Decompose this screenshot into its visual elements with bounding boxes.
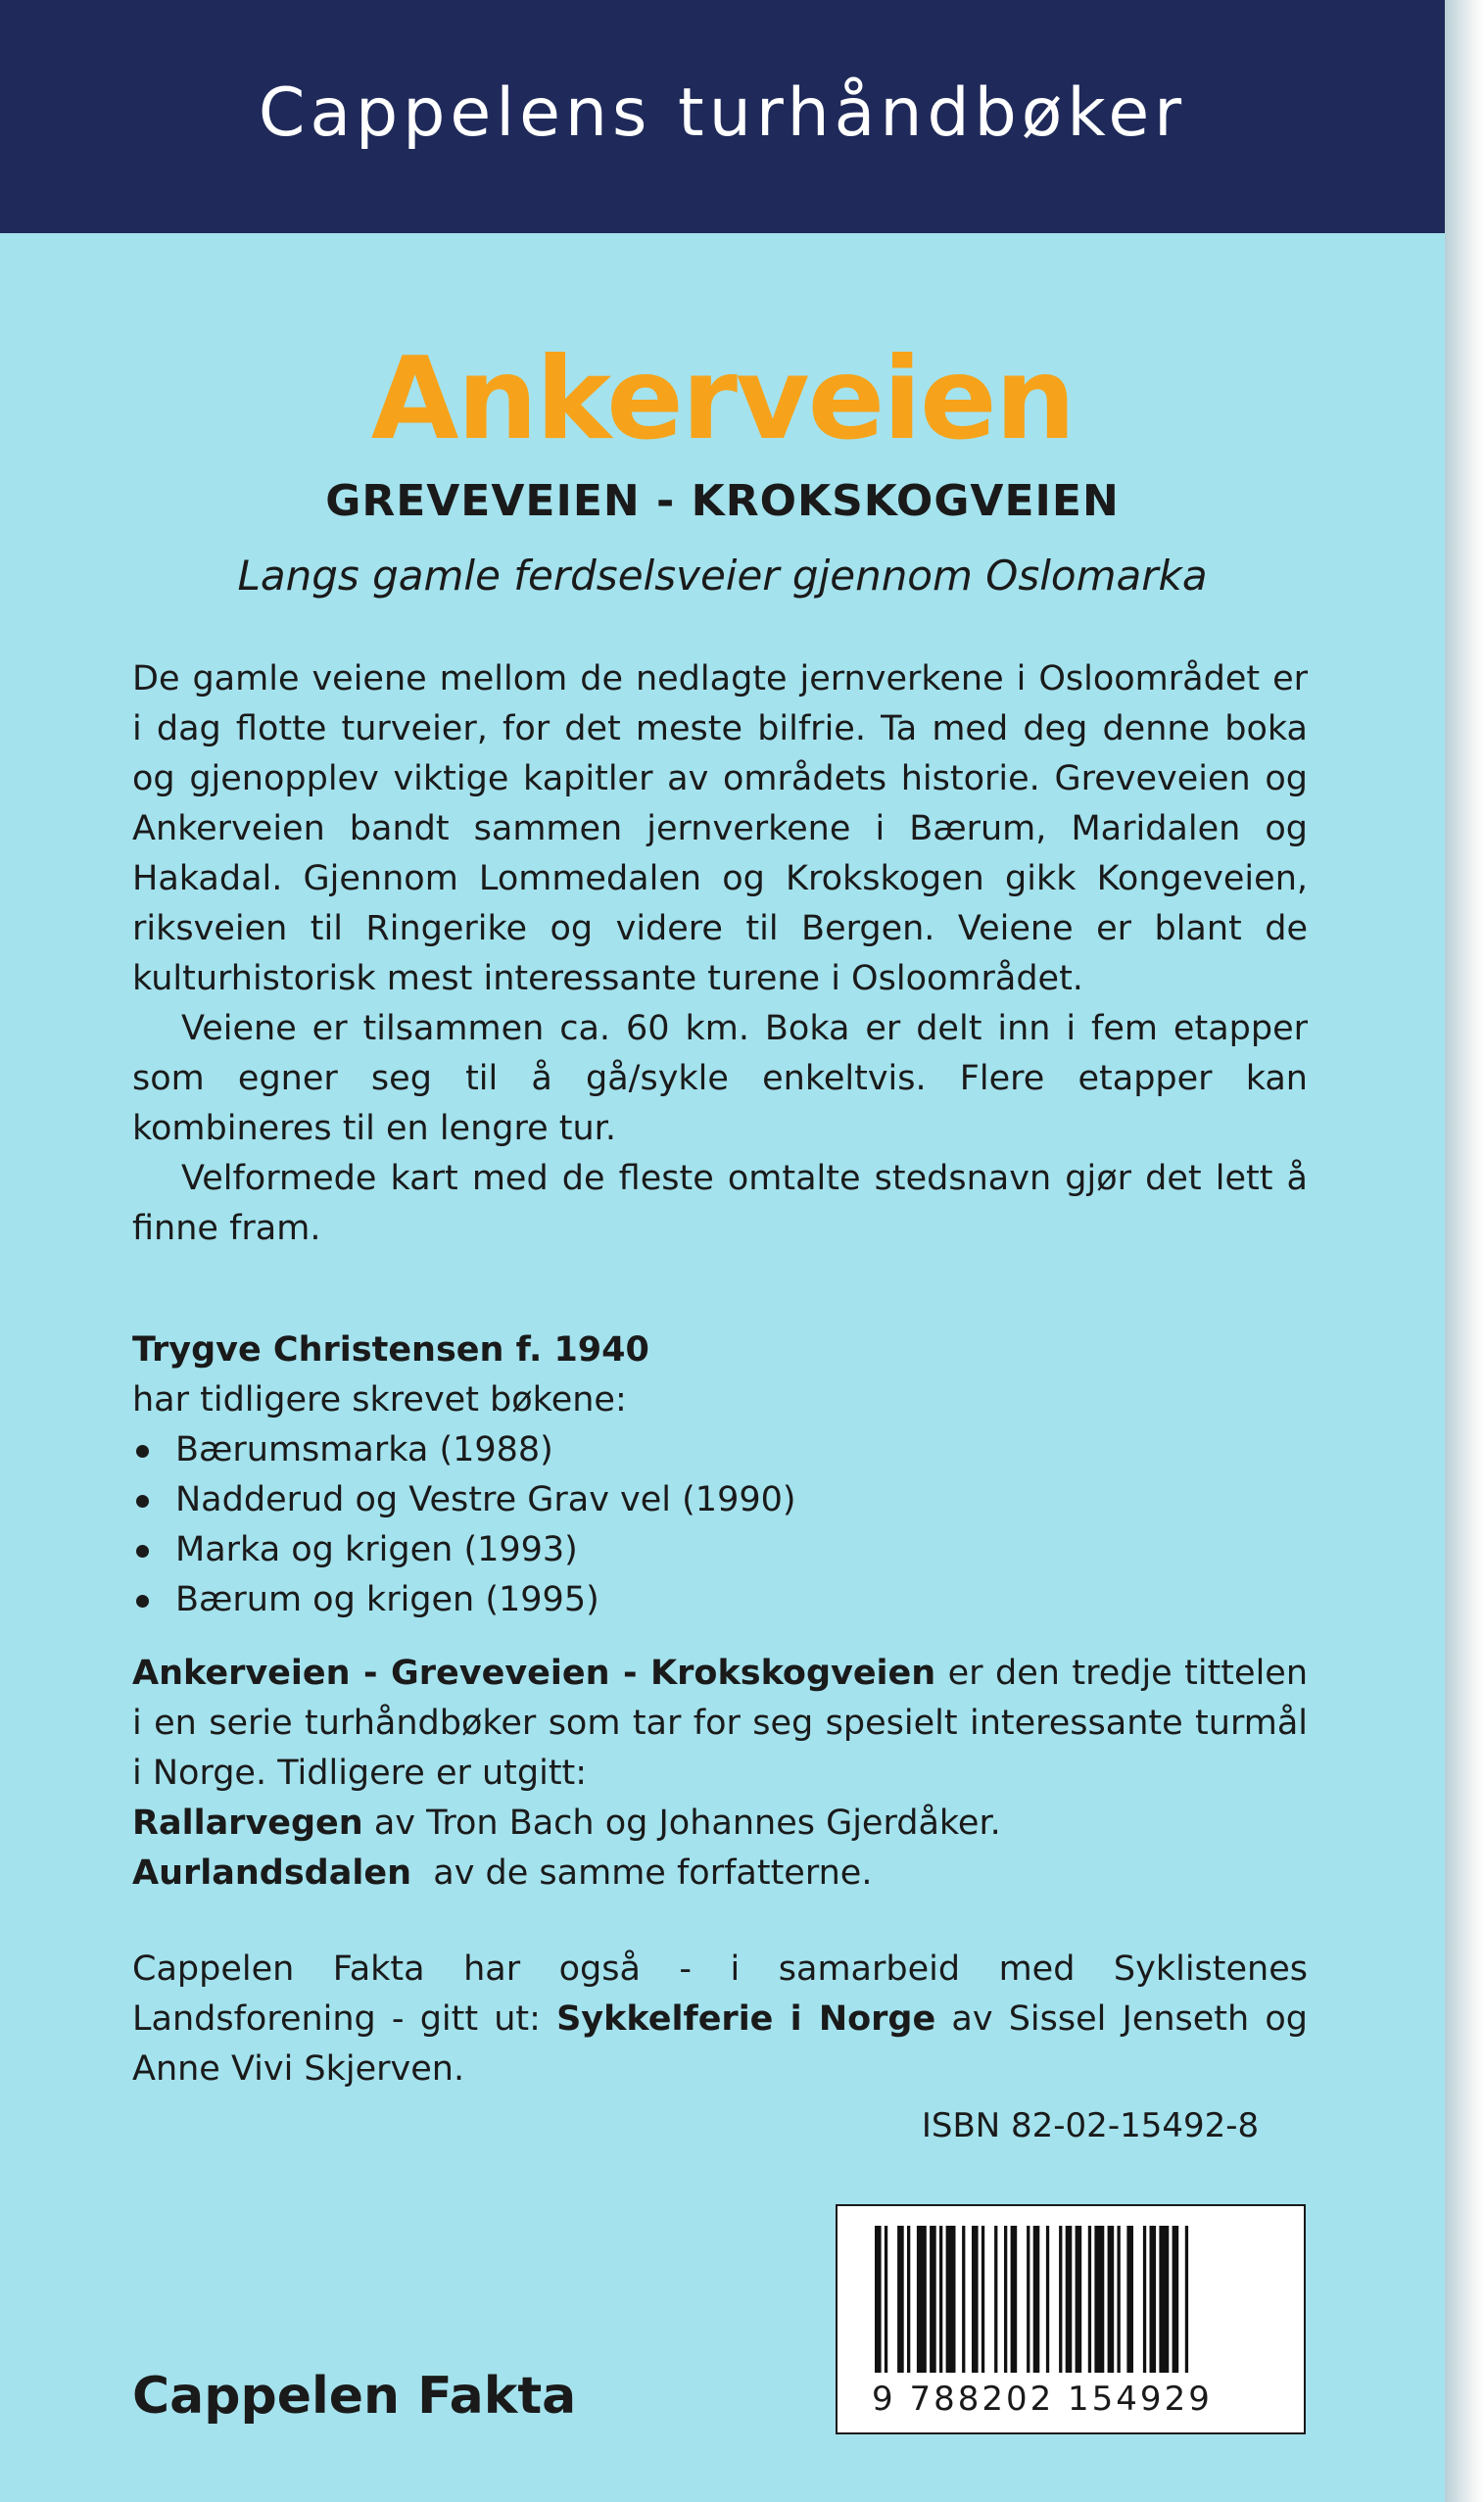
header-band: [0, 0, 1445, 233]
series-title: Cappelens turhåndbøker: [258, 74, 1187, 152]
barcode-bar: [1094, 2226, 1104, 2373]
barcode-bar: [1027, 2226, 1029, 2373]
barcode-bar: [939, 2226, 942, 2373]
barcode-bar: [981, 2226, 984, 2373]
barcode-bar: [1059, 2226, 1062, 2373]
earlier-book-2-text: av de samme forfatterne.: [411, 1853, 873, 1893]
barcode-bar: [1185, 2226, 1188, 2373]
fakta-paragraph: [132, 1945, 1308, 2094]
barcode-digits: 9 788202 154929: [872, 2380, 1213, 2419]
earlier-book-2-title: Aurlandsdalen: [132, 1853, 412, 1893]
barcode-bar: [917, 2226, 927, 2373]
barcode-bar: [1108, 2226, 1115, 2373]
description-paragraph: Veiene er tilsammen ca. 60 km. Boka er delt inn i fem etapper som egner seg til å gå/sykle enkeltvis. Flere etapper kan kombineres til en lengre tur.: [132, 1009, 1308, 1148]
list-item: Marka og krigen (1993): [132, 1525, 1308, 1575]
author-intro: har tidligere skrevet bøkene:: [132, 1380, 627, 1419]
barcode-bar: [885, 2226, 887, 2373]
author-name: Trygve Christensen f. 1940: [132, 1330, 649, 1370]
barcode-bar: [1004, 2226, 1007, 2373]
barcode-bar: [1118, 2226, 1121, 2373]
barcode-bar: [875, 2226, 882, 2373]
author-section: [132, 1325, 1308, 1625]
barcode: [836, 2204, 1306, 2434]
description-paragraph: De gamle veiene mellom de nedlagte jernverkene i Osloområdet er i dag flotte turveier, for det meste bilfrie. Ta med deg denne boka og gjenopplev viktige kapitler av områdets historie. Greveveien og Ankerveien bandt sammen jernverkene i Bærum, Maridalen og Hakadal. Gjennom Lommedalen og Krokskogen gikk Kongeveien, riksveien til Ringerike og videre til Bergen. Veiene er blant de kulturhistorisk mest interessante turene i Osloområdet.: [132, 659, 1308, 998]
barcode-bar: [1150, 2226, 1157, 2373]
barcode-bar: [1046, 2226, 1049, 2373]
list-item: Bærumsmarka (1988): [132, 1425, 1308, 1475]
earlier-book-1-text: av Tron Bach og Johannes Gjerdåker.: [362, 1804, 1001, 1843]
barcode-bar: [962, 2226, 965, 2373]
list-item: Bærum og krigen (1995): [132, 1575, 1308, 1625]
earlier-book-1-title: Rallarvegen: [132, 1804, 363, 1843]
book-subtitle: GREVEVEIEN - KROKSKOGVEIEN: [325, 476, 1120, 526]
barcode-bar: [1159, 2226, 1169, 2373]
barcode-bar: [1088, 2226, 1091, 2373]
fakta-info: [132, 1945, 1308, 2094]
series-info: [132, 1649, 1308, 1899]
earlier-book-1: [132, 1799, 1308, 1849]
barcode-bar: [897, 2226, 904, 2373]
barcode-bar: [946, 2226, 956, 2373]
barcode-bar: [1076, 2226, 1082, 2373]
earlier-book-2: [132, 1849, 1308, 1899]
barcode-bar: [1173, 2226, 1179, 2373]
publisher-name: Cappelen Fakta: [132, 2367, 577, 2426]
series-paragraph: [132, 1649, 1308, 1799]
barcode-bar: [1011, 2226, 1018, 2373]
barcode-bar: [994, 2226, 997, 2373]
book-tagline: Langs gamle ferdselsveier gjennom Oslomarka: [237, 552, 1208, 600]
previous-books-list: [132, 1425, 1308, 1625]
book-title: Ankerveien: [370, 333, 1075, 465]
barcode-bar: [907, 2226, 910, 2373]
barcode-bar: [1066, 2226, 1073, 2373]
fakta-book-title: Sykkelferie i Norge: [556, 1999, 936, 2039]
barcode-bar: [1126, 2226, 1133, 2373]
fakta-text-2: av Sissel Jenseth og Anne Vivi Skjerven.: [132, 1999, 1308, 2089]
barcode-bar: [930, 2226, 936, 2373]
fakta-text-1: Cappelen Fakta har også - i samarbeid med Syklistenes Landsforening - gitt ut:: [132, 1949, 1308, 2039]
barcode-bar: [1033, 2226, 1040, 2373]
series-text: er den tredje tittelen i en serie turhåndbøker som tar for seg spesielt interessante turmål i Norge. Tidligere er utgitt:: [132, 1654, 1309, 1793]
list-item: Nadderud og Vestre Grav vel (1990): [132, 1475, 1308, 1525]
barcode-bar: [972, 2226, 979, 2373]
isbn: ISBN 82-02-15492-8: [921, 2106, 1260, 2145]
barcode-bar: [1143, 2226, 1146, 2373]
description: [132, 654, 1308, 1254]
spine-edge: [1445, 0, 1484, 2502]
description-paragraph: Velformede kart med de fleste omtalte stedsnavn gjør det lett å finne fram.: [132, 1159, 1308, 1248]
series-book-title: Ankerveien - Greveveien - Krokskogveien: [132, 1654, 936, 1693]
